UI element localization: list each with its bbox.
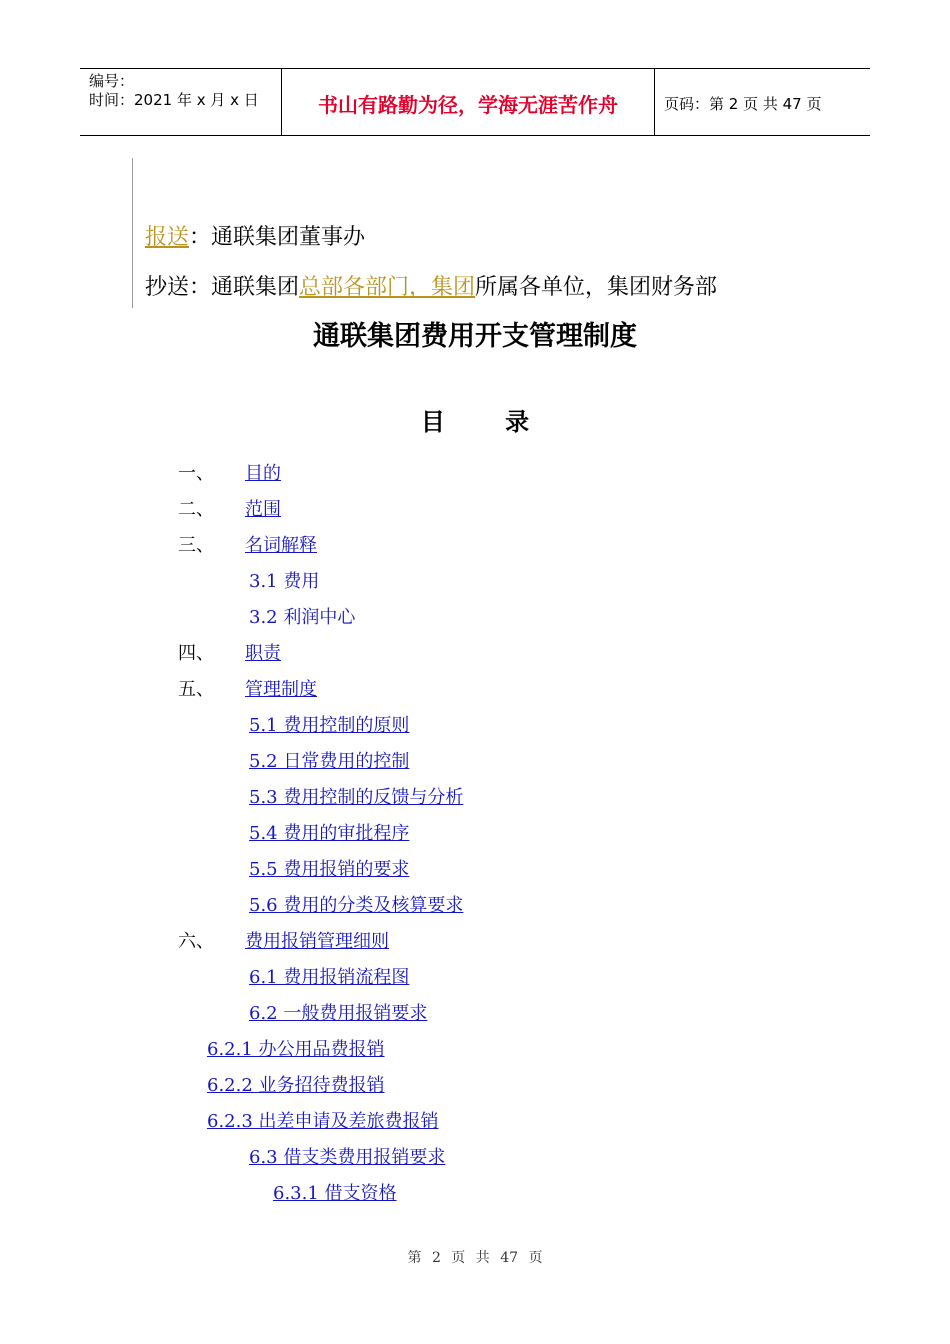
cc-label: 抄送：通联集团 — [145, 275, 300, 300]
toc-link-5-3[interactable]: 5.3 费用控制的反馈与分析 — [249, 787, 464, 808]
toc-link-5-5[interactable]: 5.5 费用报销的要求 — [249, 859, 410, 880]
toc-num-1: 一、 — [178, 463, 214, 484]
toc-link-duties[interactable]: 职责 — [245, 643, 281, 664]
toc-link-6-2-3[interactable]: 6.2.3 出差申请及差旅费报销 — [207, 1111, 439, 1132]
toc-num-6: 六、 — [178, 931, 214, 952]
toc-heading: 目 录 — [420, 408, 556, 436]
toc-link-6-3[interactable]: 6.3 借支类费用报销要求 — [249, 1147, 446, 1168]
margin-bar — [132, 158, 133, 308]
toc-link-5-4[interactable]: 5.4 费用的审批程序 — [249, 823, 410, 844]
toc-link-reimbursement[interactable]: 费用报销管理细则 — [245, 931, 389, 952]
toc-link-3-2[interactable]: 3.2 利润中心 — [249, 607, 356, 628]
toc-link-5-2[interactable]: 5.2 日常费用的控制 — [249, 751, 410, 772]
header-top-rule — [80, 68, 870, 69]
toc-num-2: 二、 — [178, 499, 214, 520]
send-to-line — [145, 220, 365, 251]
toc-link-5-6[interactable]: 5.6 费用的分类及核算要求 — [249, 895, 464, 916]
toc-link-3-1[interactable]: 3.1 费用 — [249, 571, 320, 592]
send-to-value: ：通联集团董事办 — [189, 225, 366, 250]
toc-num-4: 四、 — [178, 643, 214, 664]
page-footer: 第 2 页 共 47 页 — [407, 1250, 543, 1266]
header-bottom-rule — [80, 135, 870, 136]
toc-link-6-1[interactable]: 6.1 费用报销流程图 — [249, 967, 410, 988]
toc-link-terms[interactable]: 名词解释 — [245, 535, 317, 556]
cc-highlight[interactable]: 总部各部门，集团 — [299, 275, 476, 300]
toc-link-purpose[interactable]: 目的 — [245, 463, 281, 484]
toc-link-6-2[interactable]: 6.2 一般费用报销要求 — [249, 1003, 428, 1024]
cc-line — [145, 270, 717, 301]
time-label: 时间：2021 年 x 月 x 日 — [89, 91, 259, 109]
header-divider-right — [654, 68, 655, 136]
toc-link-6-2-2[interactable]: 6.2.2 业务招待费报销 — [207, 1075, 385, 1096]
serial-label: 编号： — [89, 72, 135, 90]
cc-rest: 所属各单位，集团财务部 — [475, 275, 718, 300]
document-title: 通联集团费用开支管理制度 — [313, 321, 637, 352]
toc-link-6-2-1[interactable]: 6.2.1 办公用品费报销 — [207, 1039, 385, 1060]
send-to-label[interactable]: 报送 — [145, 225, 190, 250]
toc-link-5-1[interactable]: 5.1 费用控制的原则 — [249, 715, 410, 736]
toc-link-management[interactable]: 管理制度 — [245, 679, 317, 700]
toc-num-5: 五、 — [178, 679, 214, 700]
page-label: 页码：第 2 页 共 47 页 — [664, 95, 822, 113]
toc-link-scope[interactable]: 范围 — [245, 499, 281, 520]
toc-num-3: 三、 — [178, 535, 214, 556]
toc-link-6-3-1[interactable]: 6.3.1 借支资格 — [273, 1183, 397, 1204]
header-motto: 书山有路勤为径，学海无涯苦作舟 — [318, 93, 618, 117]
